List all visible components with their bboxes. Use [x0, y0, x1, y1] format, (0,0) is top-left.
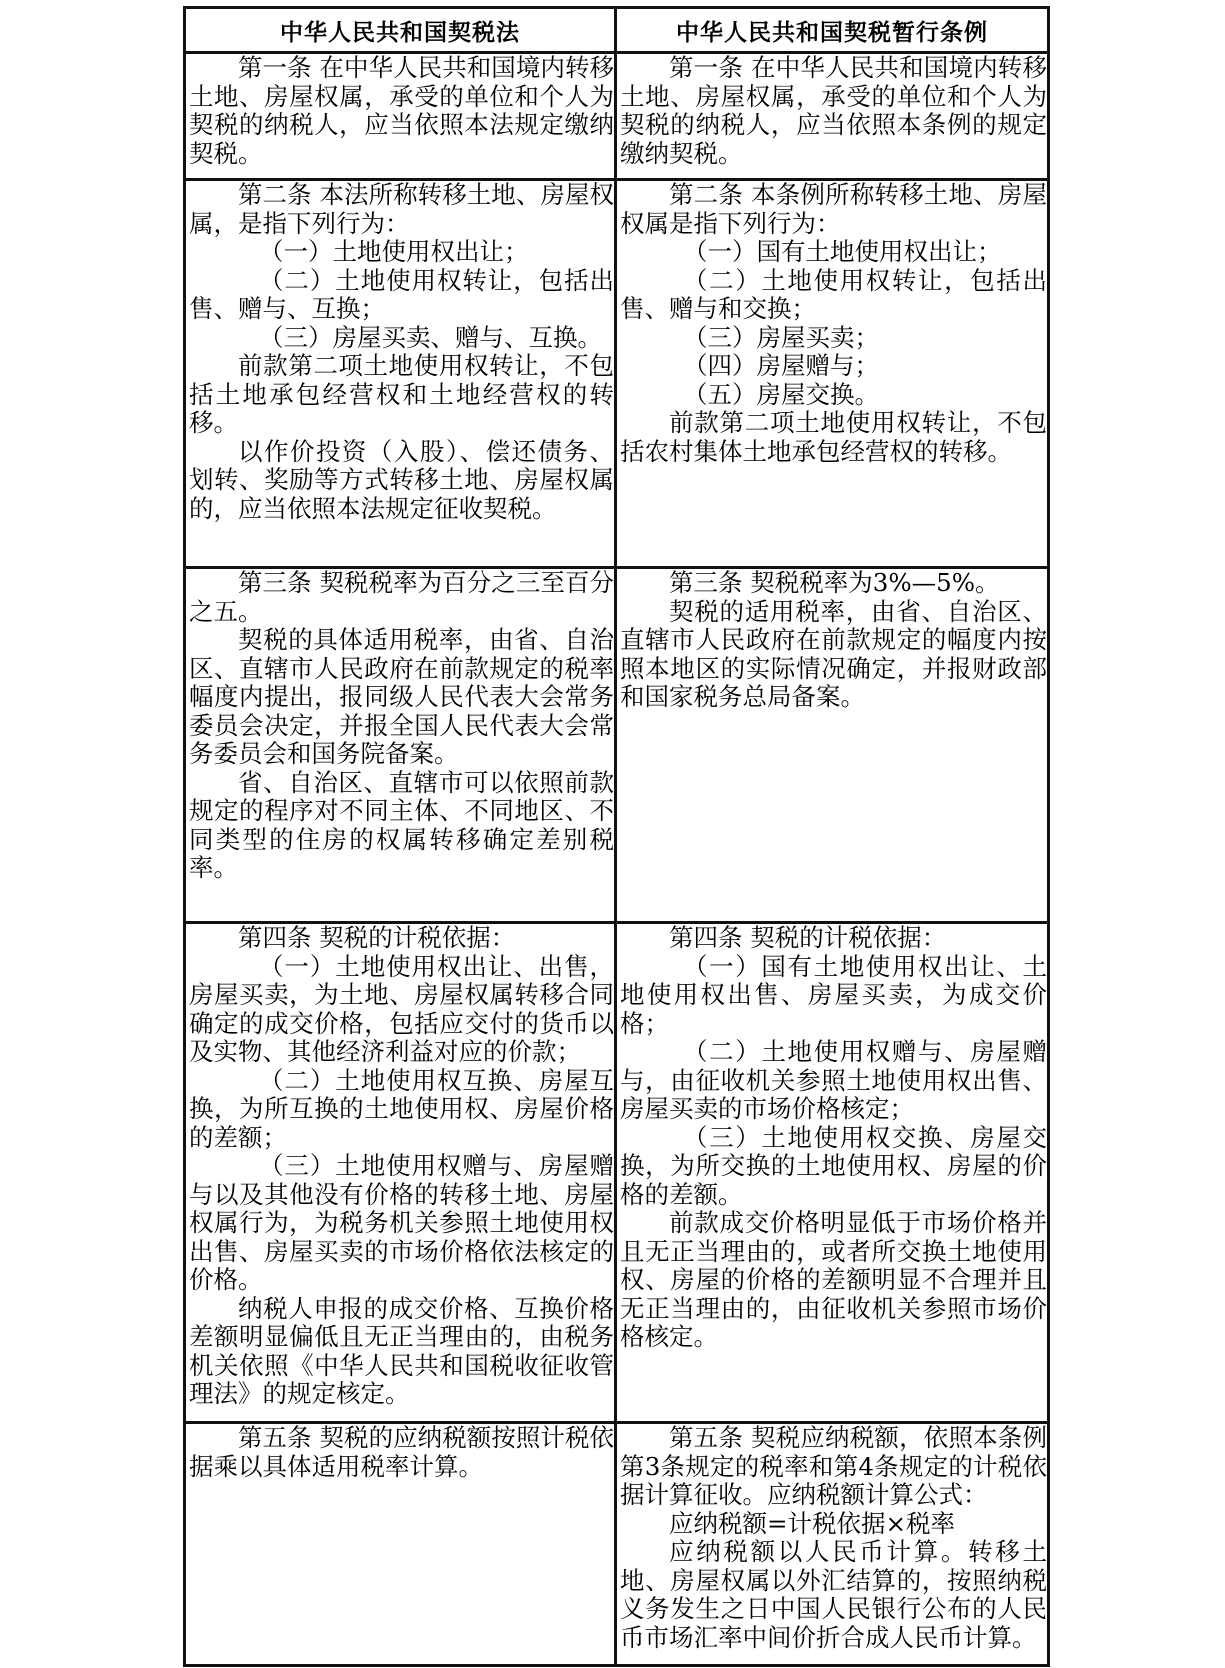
article-4-right-cell	[616, 923, 1049, 1423]
table-row	[185, 923, 1049, 1423]
paragraph: 第一条 在中华人民共和国境内转移土地、房屋权属，承受的单位和个人为契税的纳税人，应当依照本条例的规定缴纳契税。	[620, 53, 1047, 168]
list-item: （三）土地使用权交换、房屋交换，为所交换的土地使用权、房屋的价格的差额。	[620, 1122, 1047, 1209]
paragraph: 第五条 契税的应纳税额按照计税依据乘以具体适用税率计算。	[189, 1423, 614, 1481]
table-row	[185, 180, 1049, 568]
paragraph: 纳税人申报的成交价格、互换价格差额明显偏低且无正当理由的，由税务机关依照《中华人民共和国税收征收管理法》的规定核定。	[189, 1293, 614, 1408]
list-item: （三）房屋买卖；	[683, 322, 879, 352]
article-5-left-cell	[185, 1423, 616, 1666]
paragraph: 第四条 契税的计税依据：	[669, 923, 947, 952]
article-3-left-cell	[185, 568, 616, 923]
paragraph: 以作价投资（入股）、偿还债务、划转、奖励等方式转移土地、房屋权属的，应当依照本法规定征收契税。	[189, 436, 614, 523]
header-right: 中华人民共和国契税暂行条例	[616, 8, 1049, 53]
list-item: （一）国有土地使用权出让、土地使用权出售、房屋买卖，为成交价格；	[620, 951, 1047, 1038]
list-item: （一）国有土地使用权出让；	[683, 237, 1002, 266]
list-item: （三）土地使用权赠与、房屋赠与以及其他没有价格的转移土地、房屋权属行为，为税务机关参照土地使用权出售、房屋买卖的市场价格依法核定的价格。	[189, 1151, 614, 1294]
paragraph: 前款第二项土地使用权转让，不包括土地承包经营权和土地经营权的转移。	[189, 351, 614, 437]
list-item: （二）土地使用权转让，包括出售、赠与、互换；	[189, 265, 614, 323]
paragraph: 第二条 本法所称转移土地、房屋权属，是指下列行为：	[189, 180, 614, 238]
list-item: （二）土地使用权互换、房屋互换，为所互换的土地使用权、房屋价格的差额；	[189, 1065, 614, 1152]
paragraph: 契税的具体适用税率，由省、自治区、直辖市人民政府在前款规定的税率幅度内提出，报同级人民代表大会常务委员会决定，并报全国人民代表大会常务委员会和国务院备案。	[189, 625, 614, 768]
header-row	[185, 8, 1049, 53]
list-item: （四）房屋赠与；	[683, 351, 879, 380]
paragraph: 第四条 契税的计税依据：	[238, 923, 516, 952]
paragraph: 第三条 契税税率为百分之三至百分之五。	[189, 568, 614, 626]
paragraph: 省、自治区、直辖市可以依照前款规定的程序对不同主体、不同地区、不同类型的住房的权属转移确定差别税率。	[189, 767, 614, 882]
list-item: （一）土地使用权出让；	[259, 237, 529, 266]
table-row	[185, 568, 1049, 923]
paragraph: 第一条 在中华人民共和国境内转移土地、房屋权属，承受的单位和个人为契税的纳税人，应当依照本法规定缴纳契税。	[189, 53, 614, 168]
table-row	[185, 53, 1049, 180]
article-5-right-cell	[616, 1423, 1049, 1666]
article-4-left-cell	[185, 923, 616, 1423]
list-item: （五）房屋交换。	[683, 379, 879, 409]
article-2-right-cell	[616, 180, 1049, 568]
paragraph: 第二条 本条例所称转移土地、房屋权属是指下列行为：	[620, 180, 1047, 238]
article-1-right-cell	[616, 53, 1049, 180]
article-1-left-cell	[185, 53, 616, 180]
list-item: （一）土地使用权出让、出售，房屋买卖，为土地、房屋权属转移合同确定的成交价格，包括应交付的货币以及实物、其他经济利益对应的价款；	[189, 951, 614, 1066]
list-item: （三）房屋买卖、赠与、互换。	[259, 322, 602, 352]
list-item: （二）土地使用权赠与、房屋赠与，由征收机关参照土地使用权出售、房屋买卖的市场价格核定；	[620, 1037, 1047, 1123]
formula-line: 应纳税额=计税依据×税率	[669, 1508, 956, 1538]
header-left: 中华人民共和国契税法	[185, 8, 616, 53]
paragraph: 前款成交价格明显低于市场价格并且无正当理由的，或者所交换土地使用权、房屋的价格的差额明显不合理并且无正当理由的，由征收机关参照市场价格核定。	[620, 1208, 1047, 1351]
paragraph: 第五条 契税应纳税额，依照本条例第3条规定的税率和第4条规定的计税依据计算征收。应纳税额计算公式：	[620, 1423, 1047, 1509]
paragraph: 契税的适用税率，由省、自治区、直辖市人民政府在前款规定的幅度内按照本地区的实际情况确定，并报财政部和国家税务总局备案。	[620, 596, 1047, 711]
article-3-right-cell	[616, 568, 1049, 923]
list-item: （二）土地使用权转让，包括出售、赠与和交换；	[620, 265, 1047, 323]
table-row	[185, 1423, 1049, 1666]
comparison-table	[183, 6, 1050, 1667]
paragraph: 前款第二项土地使用权转让，不包括农村集体土地承包经营权的转移。	[620, 408, 1047, 466]
paragraph: 第三条 契税税率为3%—5%。	[669, 568, 1000, 597]
paragraph: 应纳税额以人民币计算。转移土地、房屋权属以外汇结算的，按照纳税义务发生之日中国人民银行公布的人民币市场汇率中间价折合成人民币计算。	[620, 1537, 1047, 1652]
article-2-left-cell	[185, 180, 616, 568]
